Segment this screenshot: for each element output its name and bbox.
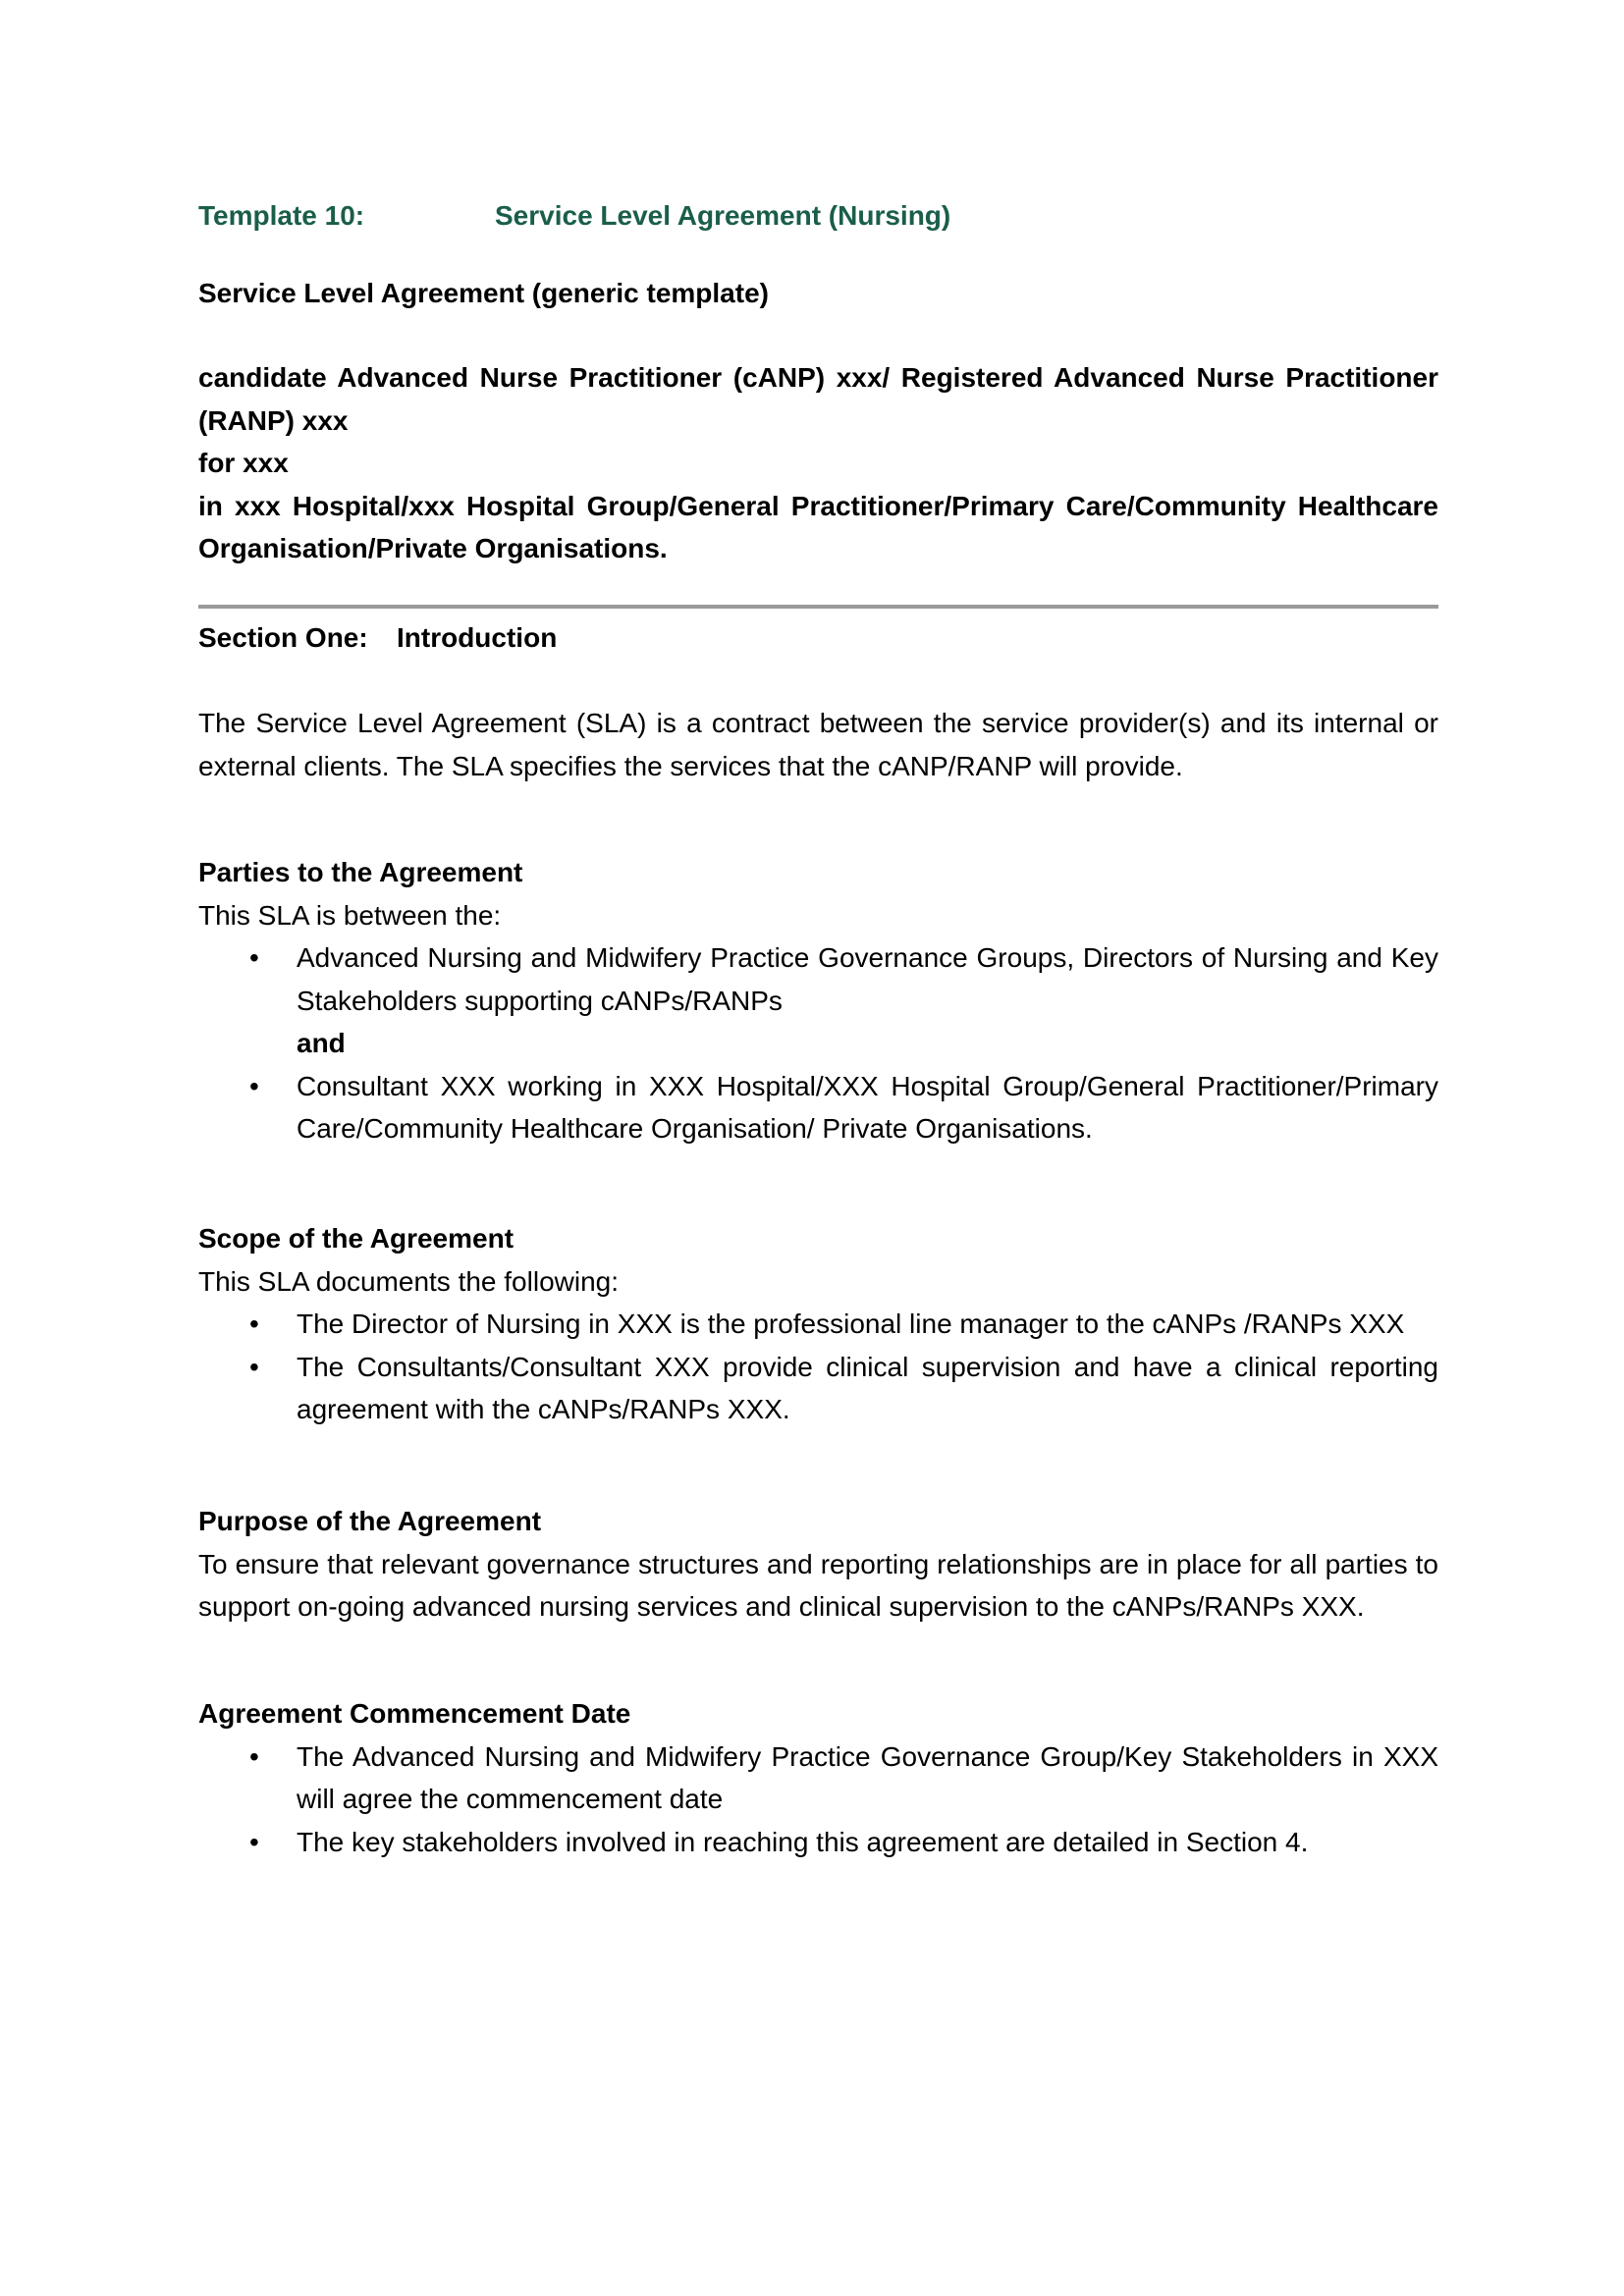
- section-one-heading: [198, 616, 1438, 660]
- list-item: [198, 1346, 1438, 1431]
- section-divider: [198, 605, 1438, 609]
- purpose-heading: Purpose of the Agreement: [198, 1506, 542, 1536]
- section-one-label: Section One:: [198, 622, 368, 653]
- purpose-text: To ensure that relevant governance structures and reporting relationships are in place for all parties to support on-going advanced nursing services and clinical supervision to the cANPs/RANPs XXX.: [198, 1548, 1438, 1622]
- introduction-paragraph: The Service Level Agreement (SLA) is a contract between the service provider(s) and its internal or external clients. The SLA specifies the services that the cANP/RANP will provide.: [198, 708, 1438, 781]
- document-title: Service Level Agreement (generic template): [198, 278, 769, 308]
- parties-item-2: Consultant XXX working in XXX Hospital/XXX Hospital Group/General Practitioner/Primary Care/Community Healthcare Organisation/ Private Organisations.: [297, 1070, 1438, 1144]
- subtitle-block: [198, 356, 1438, 570]
- scope-list: [198, 1303, 1438, 1431]
- list-item: [198, 1303, 1438, 1346]
- parties-item-1: Advanced Nursing and Midwifery Practice Governance Groups, Directors of Nursing and Key Stakeholders supporting cANPs/RANPs: [297, 942, 1438, 1016]
- scope-heading: Scope of the Agreement: [198, 1223, 514, 1254]
- subtitle-line-1: candidate Advanced Nurse Practitioner (cANP) xxx/ Registered Advanced Nurse Practitioner (RANP) xxx: [198, 362, 1438, 436]
- template-heading: [198, 196, 1438, 236]
- bullet-icon: •: [249, 1740, 259, 1772]
- subtitle-line-3: in xxx Hospital/xxx Hospital Group/General Practitioner/Primary Care/Community Healthcare Organisation/Private Organisations.: [198, 490, 1438, 563]
- list-item: [198, 1735, 1438, 1821]
- parties-list-2: [198, 1065, 1438, 1150]
- parties-section: [198, 851, 1438, 1150]
- bullet-icon: •: [249, 1070, 259, 1101]
- template-title: Service Level Agreement (Nursing): [495, 200, 951, 231]
- scope-lead: This SLA documents the following:: [198, 1265, 620, 1297]
- template-number: Template 10:: [198, 200, 365, 231]
- commencement-item-2: The key stakeholders involved in reaching this agreement are detailed in Section 4.: [297, 1826, 1309, 1857]
- commencement-list: [198, 1735, 1438, 1864]
- scope-section: [198, 1217, 1438, 1431]
- list-item: [198, 1821, 1438, 1864]
- bullet-icon: •: [249, 942, 259, 973]
- parties-list: [198, 936, 1438, 1022]
- section-one-title: Introduction: [397, 622, 558, 653]
- purpose-section: [198, 1500, 1438, 1629]
- list-item: [198, 936, 1438, 1022]
- commencement-heading: Agreement Commencement Date: [198, 1698, 631, 1729]
- parties-heading: Parties to the Agreement: [198, 857, 523, 887]
- bullet-icon: •: [249, 1308, 259, 1339]
- parties-connector: and: [297, 1028, 346, 1058]
- bullet-icon: •: [249, 1826, 259, 1857]
- bullet-icon: •: [249, 1351, 259, 1382]
- commencement-item-1: The Advanced Nursing and Midwifery Practice Governance Group/Key Stakeholders in XXX will agree the commencement date: [297, 1740, 1438, 1814]
- scope-item-2: The Consultants/Consultant XXX provide clinical supervision and have a clinical reporting agreement with the cANPs/RANPs XXX.: [297, 1351, 1438, 1424]
- list-item: [198, 1065, 1438, 1150]
- subtitle-line-2: for xxx: [198, 448, 289, 478]
- commencement-section: [198, 1692, 1438, 1863]
- scope-item-1: The Director of Nursing in XXX is the professional line manager to the cANPs /RANPs XXX: [297, 1308, 1405, 1339]
- parties-lead: This SLA is between the:: [198, 899, 502, 931]
